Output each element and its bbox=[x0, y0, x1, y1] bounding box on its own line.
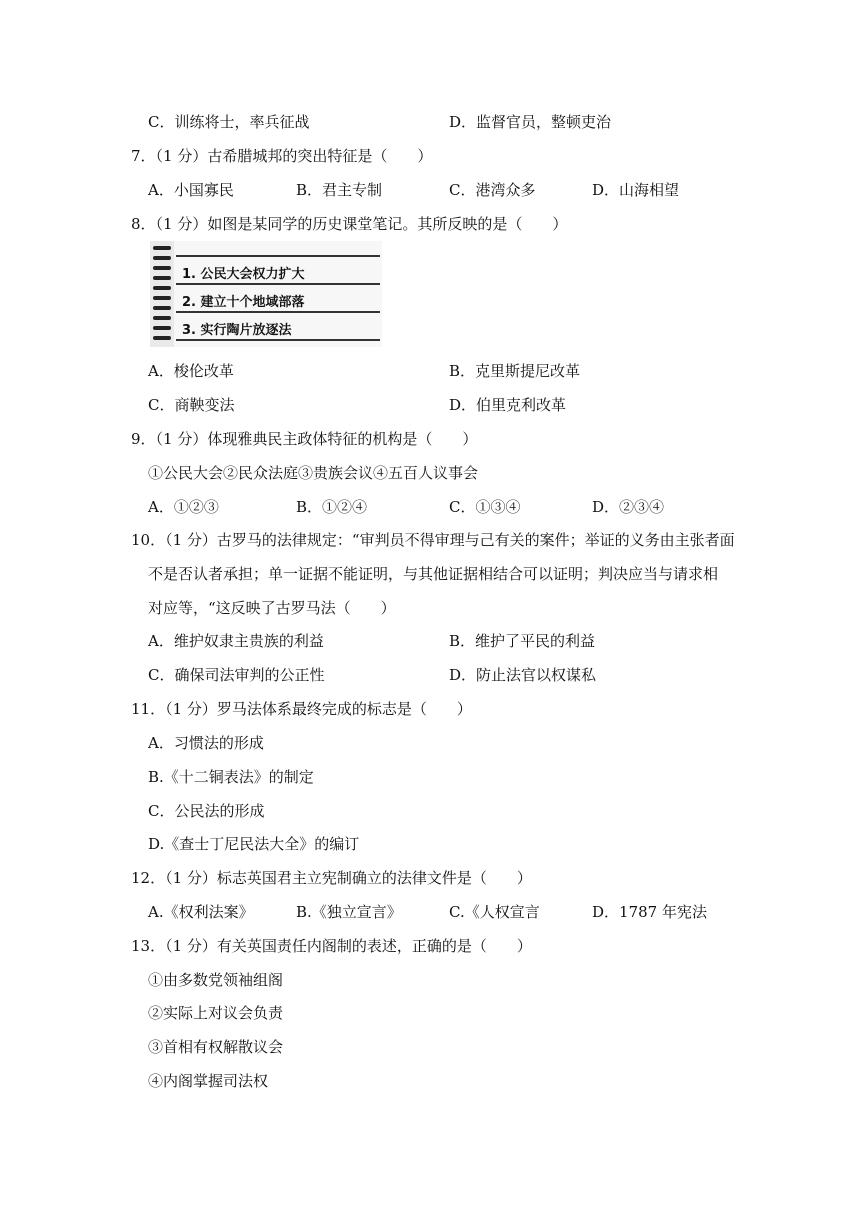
q12-option-a: A.《权利法案》 bbox=[148, 903, 254, 921]
q8-option-b: B．克里斯提尼改革 bbox=[449, 362, 581, 380]
class-notes-figure bbox=[150, 241, 382, 347]
q8-stem: 8．（1 分）如图是某同学的历史课堂笔记。其所反映的是（ ） bbox=[131, 215, 568, 233]
q12-option-d: D．1787 年宪法 bbox=[592, 903, 707, 921]
q13-item-4: ④内阁掌握司法权 bbox=[148, 1072, 269, 1090]
note-line-1: 1. 公民大会权力扩大 bbox=[182, 267, 305, 282]
q13-item-2: ②实际上对议会负责 bbox=[148, 1004, 284, 1022]
q9-option-a: A．①②③ bbox=[148, 498, 219, 516]
q8-option-c: C．商鞅变法 bbox=[148, 396, 235, 414]
q10-stem-line-1: 10．（1 分）古罗马的法律规定：“审判员不得审理与己有关的案件；举证的义务由主张者面 bbox=[131, 531, 735, 549]
q10-stem-line-3: 对应等，“这反映了古罗马法（ ） bbox=[148, 599, 396, 617]
q8-option-d: D．伯里克利改革 bbox=[449, 396, 567, 414]
q13-stem: 13．（1 分）有关英国责任内阁制的表述，正确的是（ ） bbox=[131, 937, 532, 955]
q7-stem: 7．（1 分）古希腊城邦的突出特征是（ ） bbox=[131, 147, 433, 165]
q9-option-d: D．②③④ bbox=[592, 498, 665, 516]
q9-option-c: C．①③④ bbox=[449, 498, 521, 516]
q7-option-c: C．港湾众多 bbox=[449, 181, 536, 199]
q10-option-a: A．维护奴隶主贵族的利益 bbox=[148, 632, 324, 650]
q12-option-b: B.《独立宣言》 bbox=[296, 903, 402, 921]
q13-item-1: ①由多数党领袖组阁 bbox=[148, 971, 284, 989]
q9-option-b: B．①②④ bbox=[296, 498, 368, 516]
q9-stem: 9．（1 分）体现雅典民主政体特征的机构是（ ） bbox=[131, 430, 478, 448]
q7-option-a: A．小国寡民 bbox=[148, 181, 234, 199]
q7-option-d: D．山海相望 bbox=[592, 181, 680, 199]
q11-option-a: A．习惯法的形成 bbox=[148, 734, 264, 752]
q10-option-b: B．维护了平民的利益 bbox=[449, 632, 596, 650]
q8-option-a: A．梭伦改革 bbox=[148, 362, 234, 380]
q12-stem: 12．（1 分）标志英国君主立宪制确立的法律文件是（ ） bbox=[131, 869, 532, 887]
q12-option-c: C.《人权宣言 bbox=[449, 903, 540, 921]
q10-option-d: D．防止法官以权谋私 bbox=[449, 666, 597, 684]
q7-option-b: B．君主专制 bbox=[296, 181, 383, 199]
q6-option-d: D．监督官员，整顿吏治 bbox=[449, 113, 612, 131]
note-line-2: 2. 建立十个地域部落 bbox=[182, 295, 305, 310]
q6-option-c: C．训练将士，率兵征战 bbox=[148, 113, 310, 131]
q11-option-c: C．公民法的形成 bbox=[148, 802, 265, 820]
q11-stem: 11．（1 分）罗马法体系最终完成的标志是（ ） bbox=[131, 700, 472, 718]
q10-option-c: C．确保司法审判的公正性 bbox=[148, 666, 325, 684]
q10-stem-line-2: 不是否认者承担；单一证据不能证明，与其他证据相结合可以证明；判决应当与请求相 bbox=[148, 565, 719, 583]
note-line-3: 3. 实行陶片放逐法 bbox=[182, 323, 292, 338]
q11-option-d: D.《查士丁尼民法大全》的编订 bbox=[148, 835, 360, 853]
q13-item-3: ③首相有权解散议会 bbox=[148, 1038, 284, 1056]
q11-option-b: B.《十二铜表法》的制定 bbox=[148, 768, 314, 786]
q9-items: ①公民大会②民众法庭③贵族会议④五百人议事会 bbox=[148, 464, 479, 482]
notebook-spiral bbox=[150, 241, 174, 347]
